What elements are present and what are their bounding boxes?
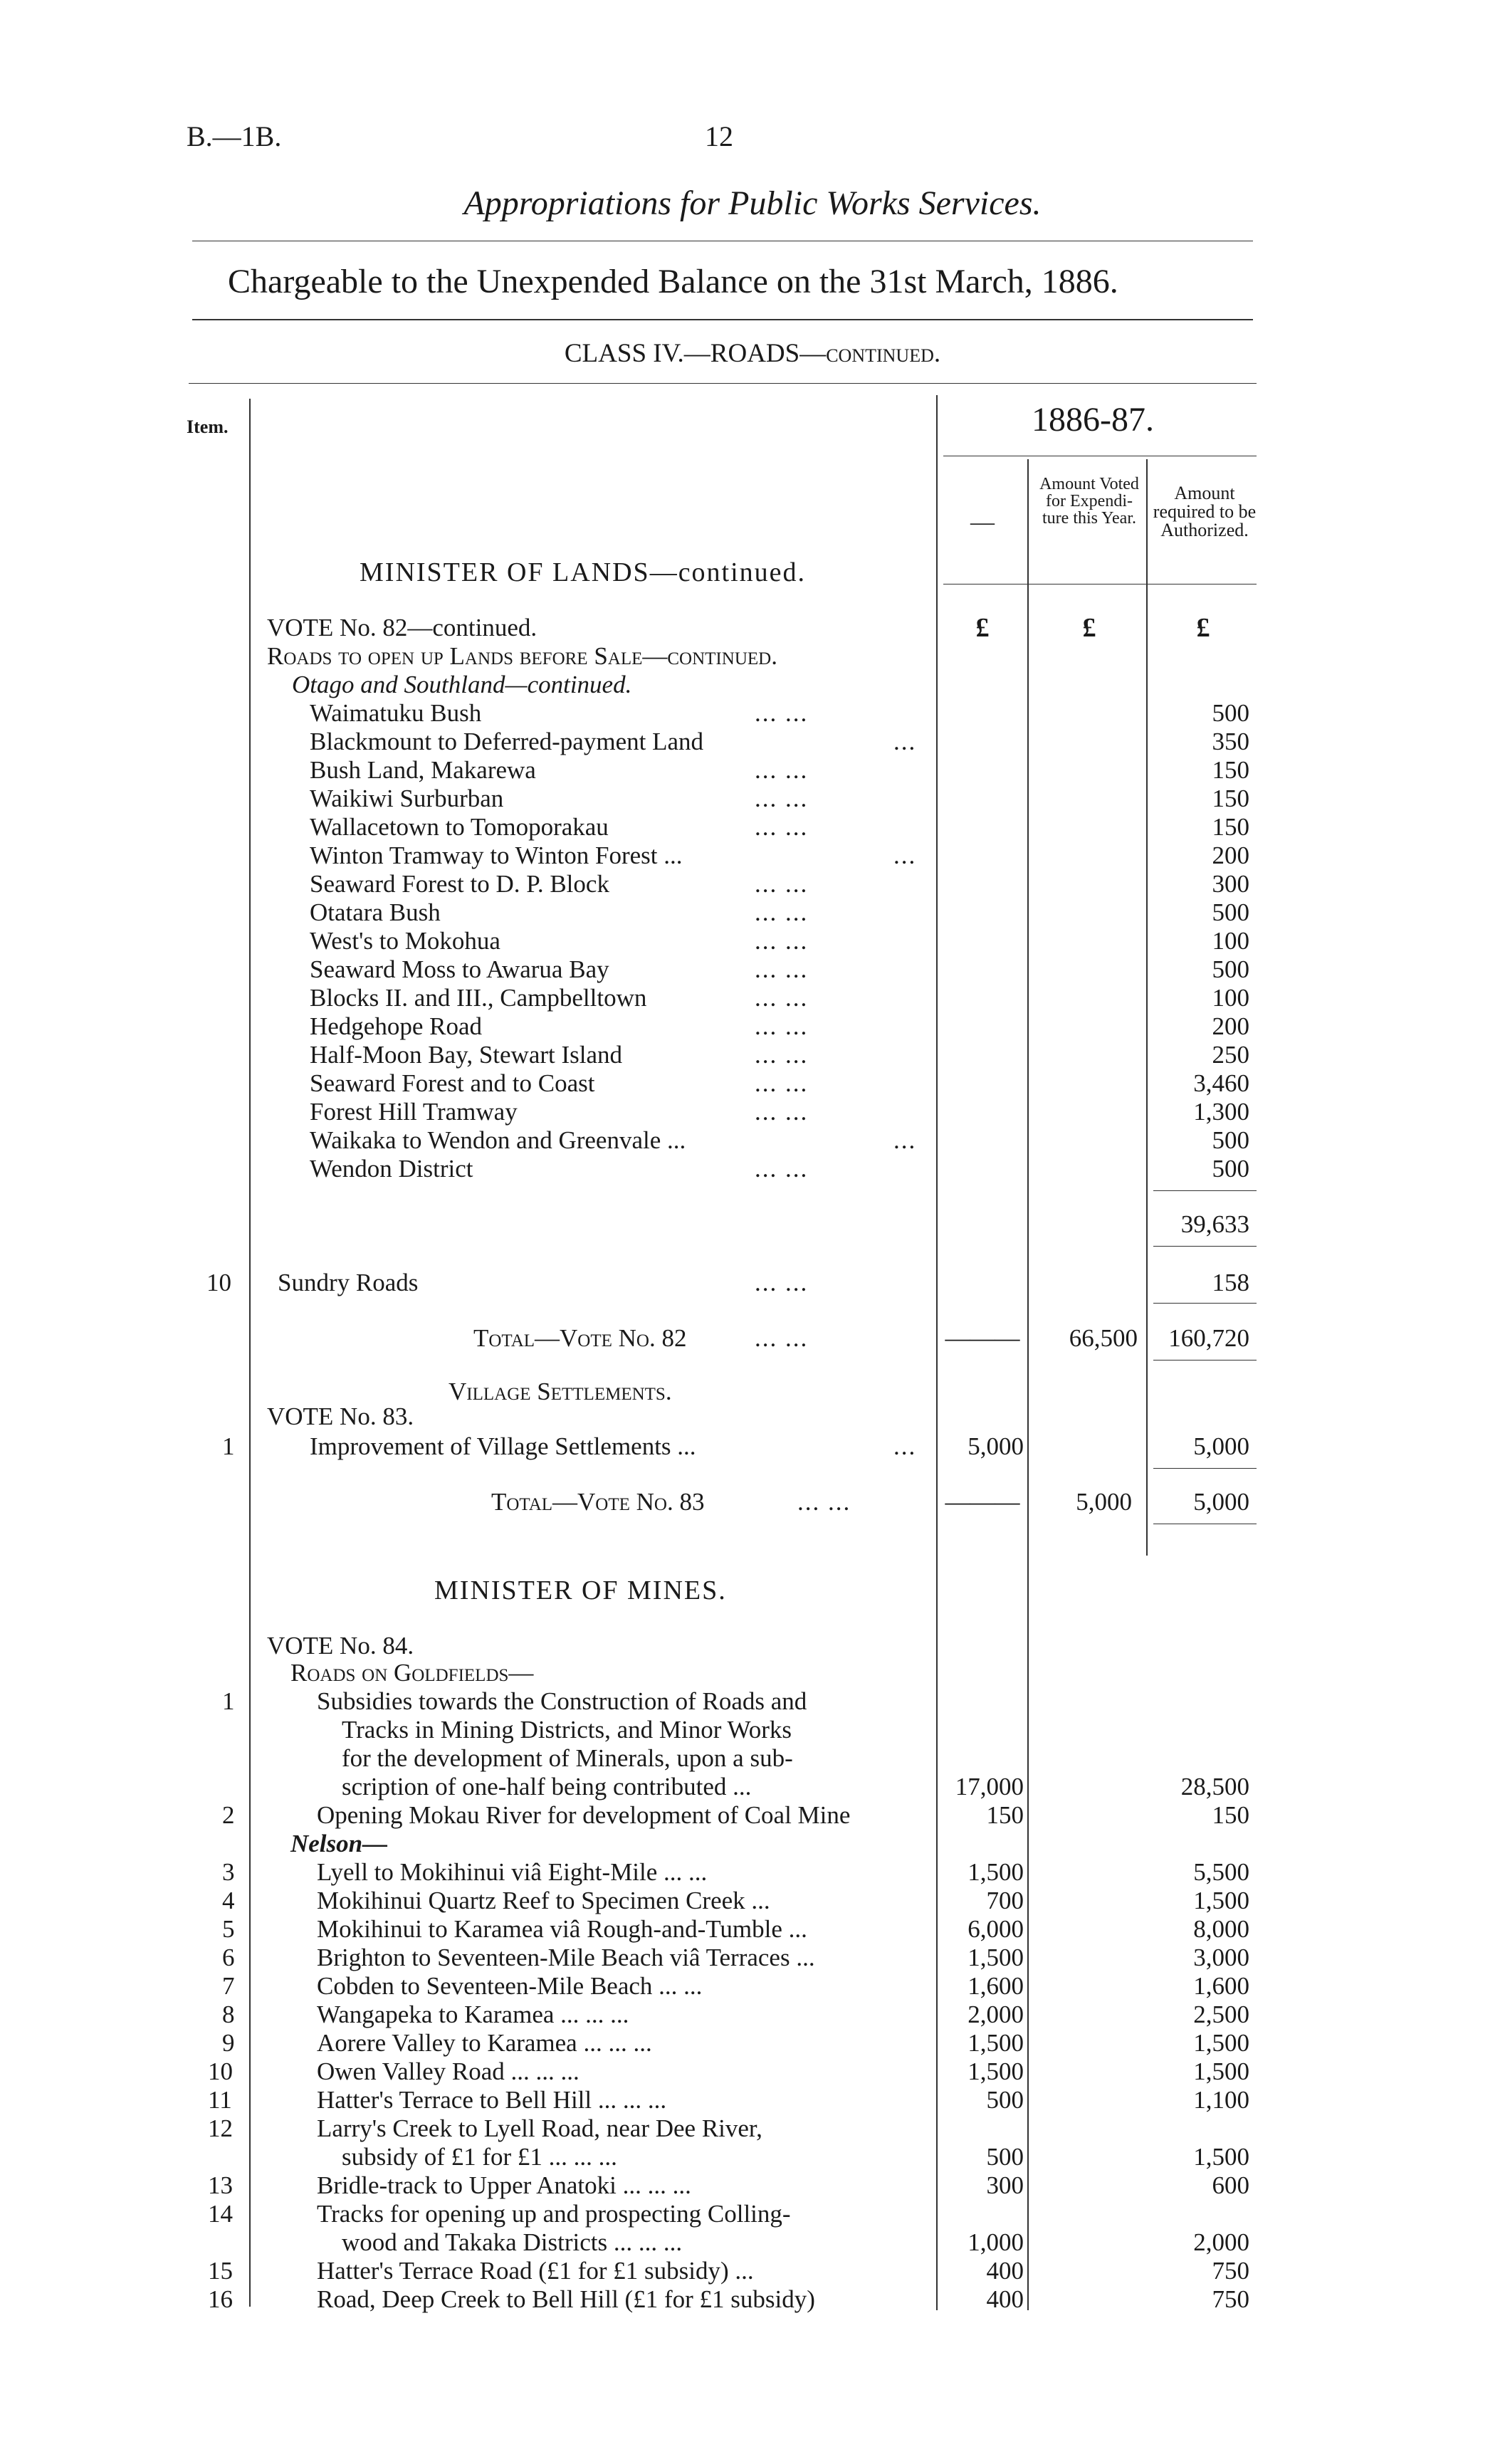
authorized-amount: 1,500 bbox=[1193, 2057, 1249, 2085]
road-name: Wendon District bbox=[310, 1155, 473, 1183]
road-name-line: Cobden to Seventeen-Mile Beach ... ... bbox=[317, 1972, 703, 2000]
leader-dots: ... ... bbox=[755, 1012, 809, 1040]
leader-dots: ... ... bbox=[797, 1488, 851, 1516]
col1-amount: 400 bbox=[986, 2285, 1024, 2313]
village-row-label: Improvement of Village Settlements ... bbox=[310, 1432, 696, 1460]
item-number: 1 bbox=[222, 1432, 235, 1460]
year-header: 1886-87. bbox=[1032, 401, 1154, 439]
total-vote-83-label: Total—Vote No. 83 bbox=[491, 1488, 705, 1516]
vote-heading: VOTE No. 82—continued. bbox=[267, 614, 538, 641]
minister-mines-heading: MINISTER OF MINES. bbox=[434, 1576, 727, 1605]
total-vote-82-label: Total—Vote No. 82 bbox=[473, 1324, 687, 1352]
rule bbox=[249, 399, 251, 2307]
col1-amount: 6,000 bbox=[968, 1915, 1024, 1943]
nelson-heading: Nelson— bbox=[290, 1830, 388, 1857]
col3-header: Amount required to be Authorized. bbox=[1153, 483, 1257, 540]
authorized-amount: 350 bbox=[1212, 728, 1249, 755]
road-name: Blocks II. and III., Campbelltown bbox=[310, 984, 647, 1012]
rule bbox=[936, 395, 938, 2310]
subtotal-value: 39,633 bbox=[1180, 1210, 1249, 1238]
col1-amount: 17,000 bbox=[955, 1773, 1024, 1800]
leader-dots: ... ... bbox=[755, 927, 809, 955]
authorized-amount: 100 bbox=[1212, 984, 1249, 1012]
leader-dots: ... ... bbox=[755, 1069, 809, 1097]
section-heading: Roads to open up Lands before Sale—continued. bbox=[267, 642, 777, 670]
road-name: Blackmount to Deferred-payment Land bbox=[310, 728, 703, 755]
subtotal-rule bbox=[1153, 1246, 1257, 1247]
voted-total: 5,000 bbox=[1076, 1488, 1132, 1516]
leader-dots: ... ... bbox=[755, 1041, 809, 1069]
village-heading: Village Settlements. bbox=[449, 1378, 672, 1405]
col2-header: Amount Voted for Expendi- ture this Year. bbox=[1039, 475, 1139, 528]
road-name-line: for the development of Minerals, upon a sub- bbox=[342, 1744, 793, 1772]
col1-amount: 5,000 bbox=[968, 1432, 1024, 1460]
col1-total: ——— bbox=[945, 1324, 1020, 1352]
authorized-total: 5,000 bbox=[1193, 1488, 1249, 1516]
item-number: 12 bbox=[208, 2114, 233, 2142]
authorized-amount: 200 bbox=[1212, 1012, 1249, 1040]
authorized-amount: 1,100 bbox=[1193, 2086, 1249, 2114]
road-name-line: subsidy of £1 for £1 ... ... ... bbox=[342, 2143, 617, 2171]
col1-amount: 300 bbox=[986, 2171, 1024, 2199]
item-number: 3 bbox=[222, 1858, 235, 1886]
rule bbox=[1146, 459, 1148, 1556]
item-number: 1 bbox=[222, 1687, 235, 1715]
col1-total: ——— bbox=[945, 1488, 1020, 1516]
road-name-line: Road, Deep Creek to Bell Hill (£1 for £1 subsidy) bbox=[317, 2285, 815, 2313]
vote-heading: VOTE No. 84. bbox=[267, 1632, 414, 1660]
authorized-amount: 500 bbox=[1212, 1155, 1249, 1183]
col1-amount: 1,000 bbox=[968, 2228, 1024, 2256]
authorized-amount: 100 bbox=[1212, 927, 1249, 955]
authorized-amount: 1,300 bbox=[1193, 1098, 1249, 1126]
district-heading: Otago and Southland—continued. bbox=[292, 671, 632, 698]
leader-dots: ... ... bbox=[755, 1269, 809, 1296]
currency-symbol: £ bbox=[975, 613, 990, 643]
authorized-total: 160,720 bbox=[1168, 1324, 1249, 1352]
road-name-line: Lyell to Mokihinui viâ Eight-Mile ... ... bbox=[317, 1858, 708, 1886]
authorized-amount: 200 bbox=[1212, 842, 1249, 869]
col1-amount: 150 bbox=[986, 1801, 1024, 1829]
road-name-line: Mokihinui to Karamea viâ Rough-and-Tumble ... bbox=[317, 1915, 807, 1943]
road-name-line: Subsidies towards the Construction of Roads and bbox=[317, 1687, 807, 1715]
authorized-amount: 1,500 bbox=[1193, 2029, 1249, 2057]
leader-dots: ... bbox=[893, 728, 917, 755]
sundry-roads-label: Sundry Roads bbox=[278, 1269, 419, 1296]
item-number: 15 bbox=[208, 2257, 233, 2285]
authorized-amount: 2,500 bbox=[1193, 2001, 1249, 2028]
item-number: 2 bbox=[222, 1801, 235, 1829]
road-name-line: wood and Takaka Districts ... ... ... bbox=[342, 2228, 683, 2256]
leader-dots: ... ... bbox=[755, 813, 809, 841]
road-name: Waikaka to Wendon and Greenvale ... bbox=[310, 1126, 686, 1154]
currency-symbol: £ bbox=[1196, 613, 1210, 643]
item-number: 10 bbox=[206, 1269, 231, 1296]
road-name-line: Hatter's Terrace Road (£1 for £1 subsidy) ... bbox=[317, 2257, 754, 2285]
leader-dots: ... ... bbox=[755, 984, 809, 1012]
rule bbox=[1153, 1303, 1257, 1304]
item-number: 7 bbox=[222, 1972, 235, 2000]
voted-total: 66,500 bbox=[1069, 1324, 1138, 1352]
rule bbox=[1027, 459, 1029, 2310]
authorized-amount: 1,600 bbox=[1193, 1972, 1249, 2000]
authorized-amount: 150 bbox=[1212, 756, 1249, 784]
col1-header: — bbox=[970, 509, 995, 535]
col1-amount: 700 bbox=[986, 1887, 1024, 1914]
item-number: 5 bbox=[222, 1915, 235, 1943]
road-name: Forest Hill Tramway bbox=[310, 1098, 518, 1126]
authorized-amount: 600 bbox=[1212, 2171, 1249, 2199]
vote-heading: VOTE No. 83. bbox=[267, 1403, 414, 1430]
authorized-amount: 2,000 bbox=[1193, 2228, 1249, 2256]
road-name-line: Bridle-track to Upper Anatoki ... ... ... bbox=[317, 2171, 691, 2199]
divider bbox=[192, 319, 1253, 320]
col1-amount: 1,500 bbox=[968, 1858, 1024, 1886]
road-name: Seaward Moss to Awarua Bay bbox=[310, 955, 609, 983]
leader-dots: ... ... bbox=[755, 870, 809, 898]
col1-amount: 1,500 bbox=[968, 2029, 1024, 2057]
leader-dots: ... ... bbox=[755, 1155, 809, 1183]
leader-dots: ... ... bbox=[755, 756, 809, 784]
authorized-amount: 158 bbox=[1212, 1269, 1249, 1296]
road-name: Waikiwi Surburban bbox=[310, 785, 504, 812]
authorized-amount: 1,500 bbox=[1193, 2143, 1249, 2171]
authorized-amount: 5,000 bbox=[1193, 1432, 1249, 1460]
page-subtitle: Chargeable to the Unexpended Balance on the 31st March, 1886. bbox=[228, 263, 1118, 300]
leader-dots: ... bbox=[893, 842, 917, 869]
page-number: 12 bbox=[705, 120, 733, 152]
road-name-line: Brighton to Seventeen-Mile Beach viâ Terraces ... bbox=[317, 1944, 815, 1971]
col1-amount: 1,500 bbox=[968, 1944, 1024, 1971]
road-name-line: Tracks for opening up and prospecting Colling- bbox=[317, 2200, 791, 2228]
authorized-amount: 500 bbox=[1212, 1126, 1249, 1154]
authorized-amount: 3,460 bbox=[1193, 1069, 1249, 1097]
leader-dots: ... ... bbox=[755, 1324, 809, 1352]
authorized-amount: 250 bbox=[1212, 1041, 1249, 1069]
road-name: West's to Mokohua bbox=[310, 927, 500, 955]
leader-dots: ... bbox=[893, 1126, 917, 1154]
authorized-amount: 28,500 bbox=[1180, 1773, 1249, 1800]
minister-lands-heading: MINISTER OF LANDS—continued. bbox=[360, 557, 807, 587]
authorized-amount: 500 bbox=[1212, 898, 1249, 926]
road-name: Waimatuku Bush bbox=[310, 699, 482, 727]
road-name: Hedgehope Road bbox=[310, 1012, 483, 1040]
authorized-amount: 500 bbox=[1212, 699, 1249, 727]
authorized-amount: 3,000 bbox=[1193, 1944, 1249, 1971]
authorized-amount: 150 bbox=[1212, 1801, 1249, 1829]
item-number: 9 bbox=[222, 2029, 235, 2057]
leader-dots: ... ... bbox=[755, 699, 809, 727]
road-name-line: Aorere Valley to Karamea ... ... ... bbox=[317, 2029, 652, 2057]
document-ref: B.—1B. bbox=[187, 120, 282, 152]
subtotal-rule bbox=[1153, 1190, 1257, 1191]
authorized-amount: 150 bbox=[1212, 785, 1249, 812]
item-column-header: Item. bbox=[187, 416, 229, 437]
item-number: 11 bbox=[208, 2086, 232, 2114]
item-number: 8 bbox=[222, 2001, 235, 2028]
road-name-line: Owen Valley Road ... ... ... bbox=[317, 2057, 580, 2085]
road-name: Seaward Forest and to Coast bbox=[310, 1069, 595, 1097]
col1-amount: 500 bbox=[986, 2086, 1024, 2114]
road-name: Half-Moon Bay, Stewart Island bbox=[310, 1041, 623, 1069]
authorized-amount: 500 bbox=[1212, 955, 1249, 983]
class-heading: CLASS IV.—ROADS—continued. bbox=[564, 339, 941, 368]
authorized-amount: 750 bbox=[1212, 2257, 1249, 2285]
road-name: Wallacetown to Tomoporakau bbox=[310, 813, 609, 841]
authorized-amount: 5,500 bbox=[1193, 1858, 1249, 1886]
item-number: 13 bbox=[208, 2171, 233, 2199]
road-name-line: Tracks in Mining Districts, and Minor Works bbox=[342, 1716, 792, 1744]
item-number: 4 bbox=[222, 1887, 235, 1914]
item-number: 14 bbox=[208, 2200, 233, 2228]
authorized-amount: 1,500 bbox=[1193, 1887, 1249, 1914]
authorized-amount: 8,000 bbox=[1193, 1915, 1249, 1943]
road-name-line: scription of one-half being contributed ... bbox=[342, 1773, 752, 1800]
road-name-line: Mokihinui Quartz Reef to Specimen Creek ... bbox=[317, 1887, 770, 1914]
item-number: 6 bbox=[222, 1944, 235, 1971]
page-title: Appropriations for Public Works Services. bbox=[463, 184, 1042, 222]
rule bbox=[1153, 1468, 1257, 1469]
leader-dots: ... bbox=[893, 1432, 917, 1460]
col1-amount: 500 bbox=[986, 2143, 1024, 2171]
leader-dots: ... ... bbox=[755, 898, 809, 926]
item-number: 10 bbox=[208, 2057, 233, 2085]
leader-dots: ... ... bbox=[755, 955, 809, 983]
road-name-line: Larry's Creek to Lyell Road, near Dee River, bbox=[317, 2114, 762, 2142]
rule bbox=[1153, 1360, 1257, 1361]
col1-amount: 2,000 bbox=[968, 2001, 1024, 2028]
item-number: 16 bbox=[208, 2285, 233, 2313]
divider bbox=[189, 383, 1257, 384]
road-name-line: Opening Mokau River for development of Coal Mine bbox=[317, 1801, 851, 1829]
leader-dots: ... ... bbox=[755, 1098, 809, 1126]
currency-symbol: £ bbox=[1082, 613, 1096, 643]
col1-amount: 400 bbox=[986, 2257, 1024, 2285]
road-name: Winton Tramway to Winton Forest ... bbox=[310, 842, 683, 869]
authorized-amount: 150 bbox=[1212, 813, 1249, 841]
col1-amount: 1,600 bbox=[968, 1972, 1024, 2000]
col1-amount: 1,500 bbox=[968, 2057, 1024, 2085]
road-name: Seaward Forest to D. P. Block bbox=[310, 870, 609, 898]
road-name: Otatara Bush bbox=[310, 898, 441, 926]
authorized-amount: 750 bbox=[1212, 2285, 1249, 2313]
section-heading: Roads on Goldfields— bbox=[290, 1659, 534, 1687]
leader-dots: ... ... bbox=[755, 785, 809, 812]
road-name-line: Hatter's Terrace to Bell Hill ... ... ... bbox=[317, 2086, 667, 2114]
road-name-line: Wangapeka to Karamea ... ... ... bbox=[317, 2001, 629, 2028]
road-name: Bush Land, Makarewa bbox=[310, 756, 536, 784]
authorized-amount: 300 bbox=[1212, 870, 1249, 898]
